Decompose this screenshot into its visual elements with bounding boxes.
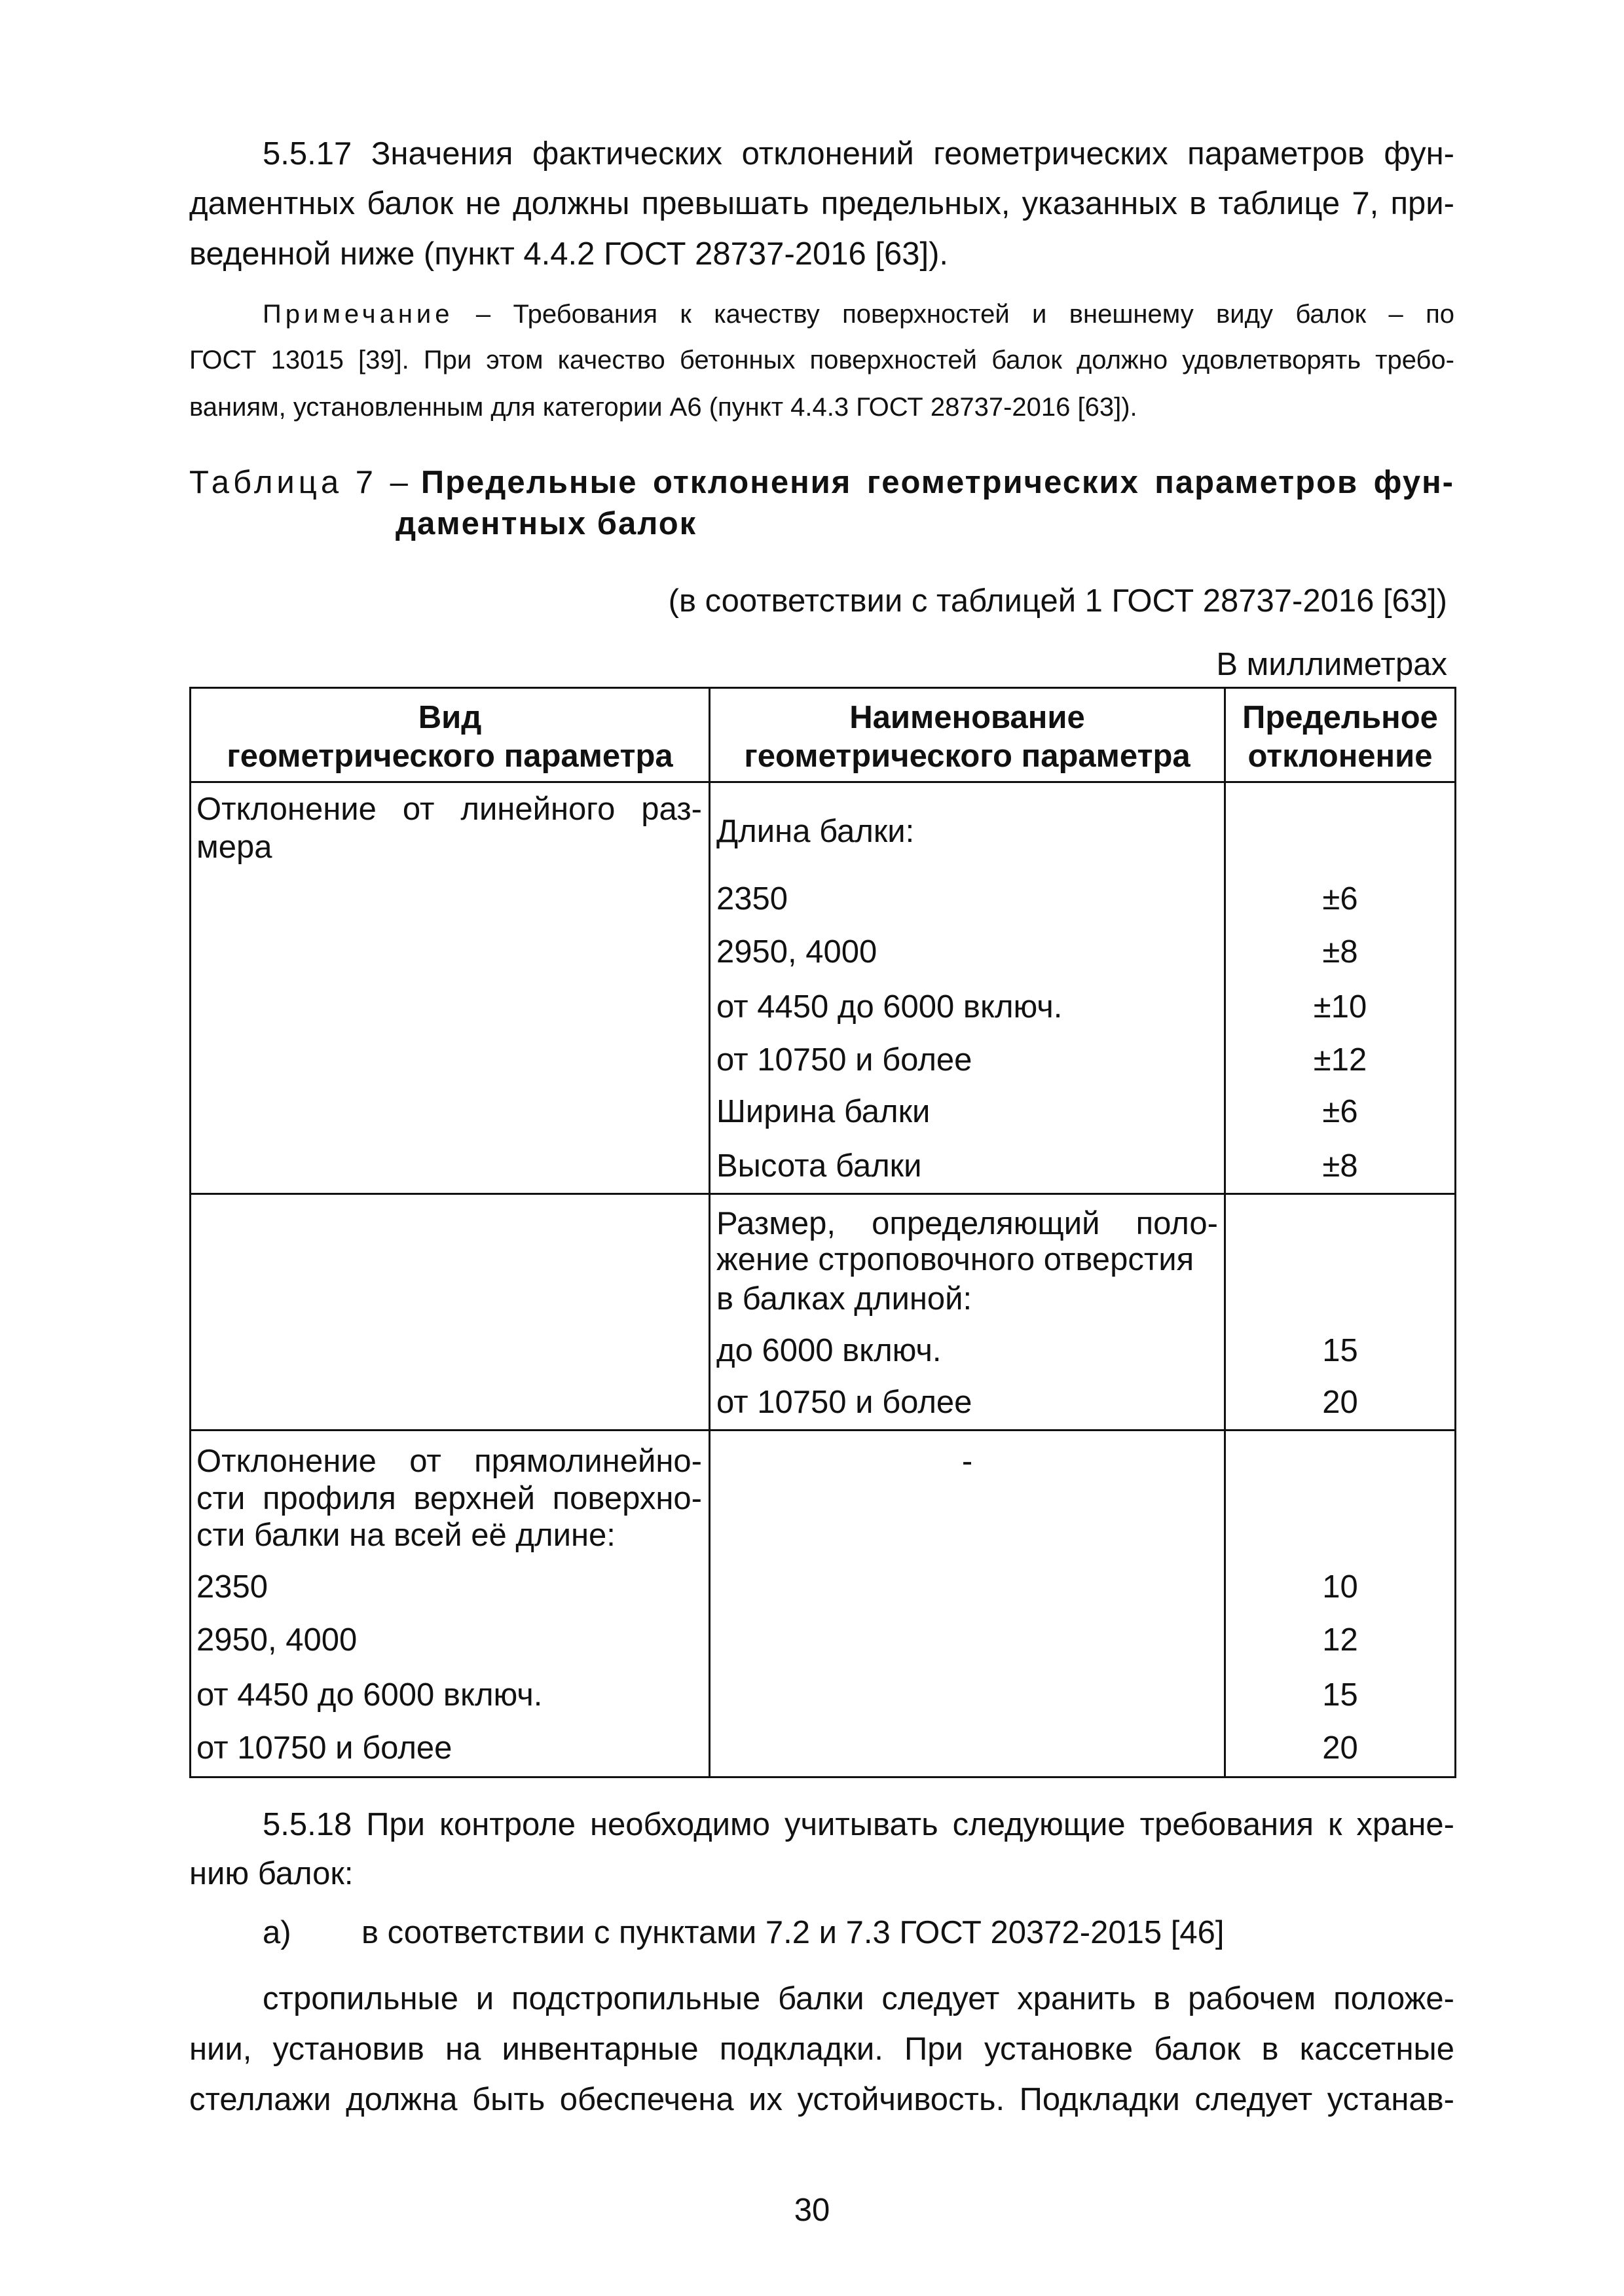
header-kind: Вид: [418, 700, 482, 735]
para-line: 5.5.18 При контроле необходимо учитывать следующие требования к хране-: [263, 1807, 1454, 1842]
cell-name: Длина балки:: [716, 814, 915, 849]
para-line: 5.5.17 Значения фактических отклонений геометрических параметров фун-: [263, 136, 1454, 172]
cell-value: 15: [1322, 1333, 1358, 1368]
cell-kind: от 10750 и более: [196, 1730, 452, 1766]
table-title-line2: даментных балок: [396, 506, 697, 541]
cell-name: от 4450 до 6000 включ.: [716, 989, 1063, 1025]
note-line: ваниям, установленным для категории А6 (пункт 4.4.3 ГОСТ 28737-2016 [63]).: [189, 393, 1137, 422]
list-marker: а): [263, 1915, 291, 1950]
cell-name: от 10750 и более: [716, 1385, 972, 1420]
para-line: нию балок:: [189, 1856, 354, 1891]
cell-value: 15: [1322, 1677, 1358, 1713]
cell-kind: Отклонение от прямолинейно-: [196, 1444, 702, 1479]
cell-value: ±10: [1313, 989, 1367, 1025]
cell-name: от 10750 и более: [716, 1042, 972, 1078]
cell-value: ±8: [1322, 934, 1358, 970]
cell-kind: от 4450 до 6000 включ.: [196, 1677, 543, 1713]
cell-value: ±8: [1322, 1148, 1358, 1184]
para-line: веденной ниже (пункт 4.4.2 ГОСТ 28737-2016 [63]).: [189, 236, 949, 272]
cell-kind: Отклонение от линейного раз-: [196, 792, 702, 827]
cell-name: Ширина балки: [716, 1094, 931, 1129]
table-source: (в соответствии с таблицей 1 ГОСТ 28737-2016 [63]): [668, 583, 1447, 619]
note-label: Примечание: [263, 300, 454, 329]
para-line: даментных балок не должны превышать предельных, указанных в таблице 7, при-: [189, 186, 1454, 221]
cell-name: до 6000 включ.: [716, 1333, 942, 1368]
cell-value: 12: [1322, 1622, 1358, 1658]
para-line: стропильные и подстропильные балки следует хранить в рабочем положе-: [263, 1981, 1454, 2016]
header-name: Наименование: [849, 700, 1085, 735]
cell-kind: 2350: [196, 1569, 268, 1605]
units-label: В миллиметрах: [1216, 647, 1447, 682]
cell-value: ±12: [1313, 1042, 1367, 1078]
list-item-text: в соответствии с пунктами 7.2 и 7.3 ГОСТ 20372-2015 [46]: [361, 1915, 1225, 1950]
cell-name: 2950, 4000: [716, 934, 877, 970]
para-line: нии, установив на инвентарные подкладки. При установке балок в кассетные: [189, 2032, 1454, 2067]
table-title: Таблица 7 – Предельные отклонения геометрических параметров фун-: [189, 465, 1454, 500]
page-number: 30: [794, 2193, 830, 2228]
note-line: Примечание – Требования к качеству поверхностей и внешнему виду балок – по: [263, 295, 1454, 334]
note-line: ГОСТ 13015 [39]. При этом качество бетонных поверхностей балок должно удовлетворять требо-: [189, 346, 1454, 374]
para-line: стеллажи должна быть обеспечена их устойчивость. Подкладки следует устанав-: [189, 2082, 1454, 2117]
cell-kind: 2950, 4000: [196, 1622, 358, 1658]
cell-name: 2350: [716, 881, 788, 917]
cell-value: ±6: [1322, 1094, 1358, 1129]
cell-value: 20: [1322, 1730, 1358, 1766]
cell-value: ±6: [1322, 881, 1358, 917]
cell-name: Размер, определяющий поло-: [716, 1206, 1218, 1241]
cell-value: 20: [1322, 1385, 1358, 1420]
cell-name: Высота балки: [716, 1148, 922, 1184]
header-deviation: Предельное: [1242, 700, 1438, 735]
cell-value: 10: [1322, 1569, 1358, 1605]
document-page: 5.5.17 Значения фактических отклонений геометрических параметров фун- даментных балок не должны превышать предельных, указанных в таблице 7, при- веденной ниже (пункт 4.4.2 ГОСТ 28737-2016 [63]). Примечание – Требования к качеству поверхностей и внешнему виду балок – по ГОСТ 13015 [39]. При этом качество бетонных поверхностей балок должно удовлетворять требо- ваниям, установленным для категории А6 (пункт 4.4.3 ГОСТ 28737-2016 [63]). Таблица 7 – Предельные отклонения геометрических параметров фун- даментных балок (в соответствии с таблицей 1 ГОСТ 28737-2016 [63]) В миллиметрах Вид геометрического параметра Наименование геометрического параметра Предельное отклонение Отклонение от линейного раз- мера Длина балки: 2350 ±6 2950, 4000 ±8 от 4450 до 6000 включ. ±10 от 10750 и более ±12 Ширина балки ±6 Высота балки ±8 Размер, определяющий поло- жение строповочного отверстия в балках длиной: до 6000 включ. 15 от 10750 и более 20 Отклонение от прямолинейно- сти профиля верхней поверхно- сти балки на всей её длине: - 2350 10 2950, 4000 12 от 4450 до 6000 включ. 15 от 10750 и более 20 5.5.18 При контроле необходимо учитывать следующие требования к хране- нию балок: а) в соответствии с пунктами 7.2 и 7.3 ГОСТ 20372-2015 [46] стропильные и подстропильные балки следует хранить в рабочем положе- нии, установив на инвентарные подкладки. При установке балок в кассетные стеллажи должна быть обеспечена их устойчивость. Подкладки следует устанав- 30: [0, 0, 1624, 2296]
cell-name: -: [961, 1444, 973, 1479]
